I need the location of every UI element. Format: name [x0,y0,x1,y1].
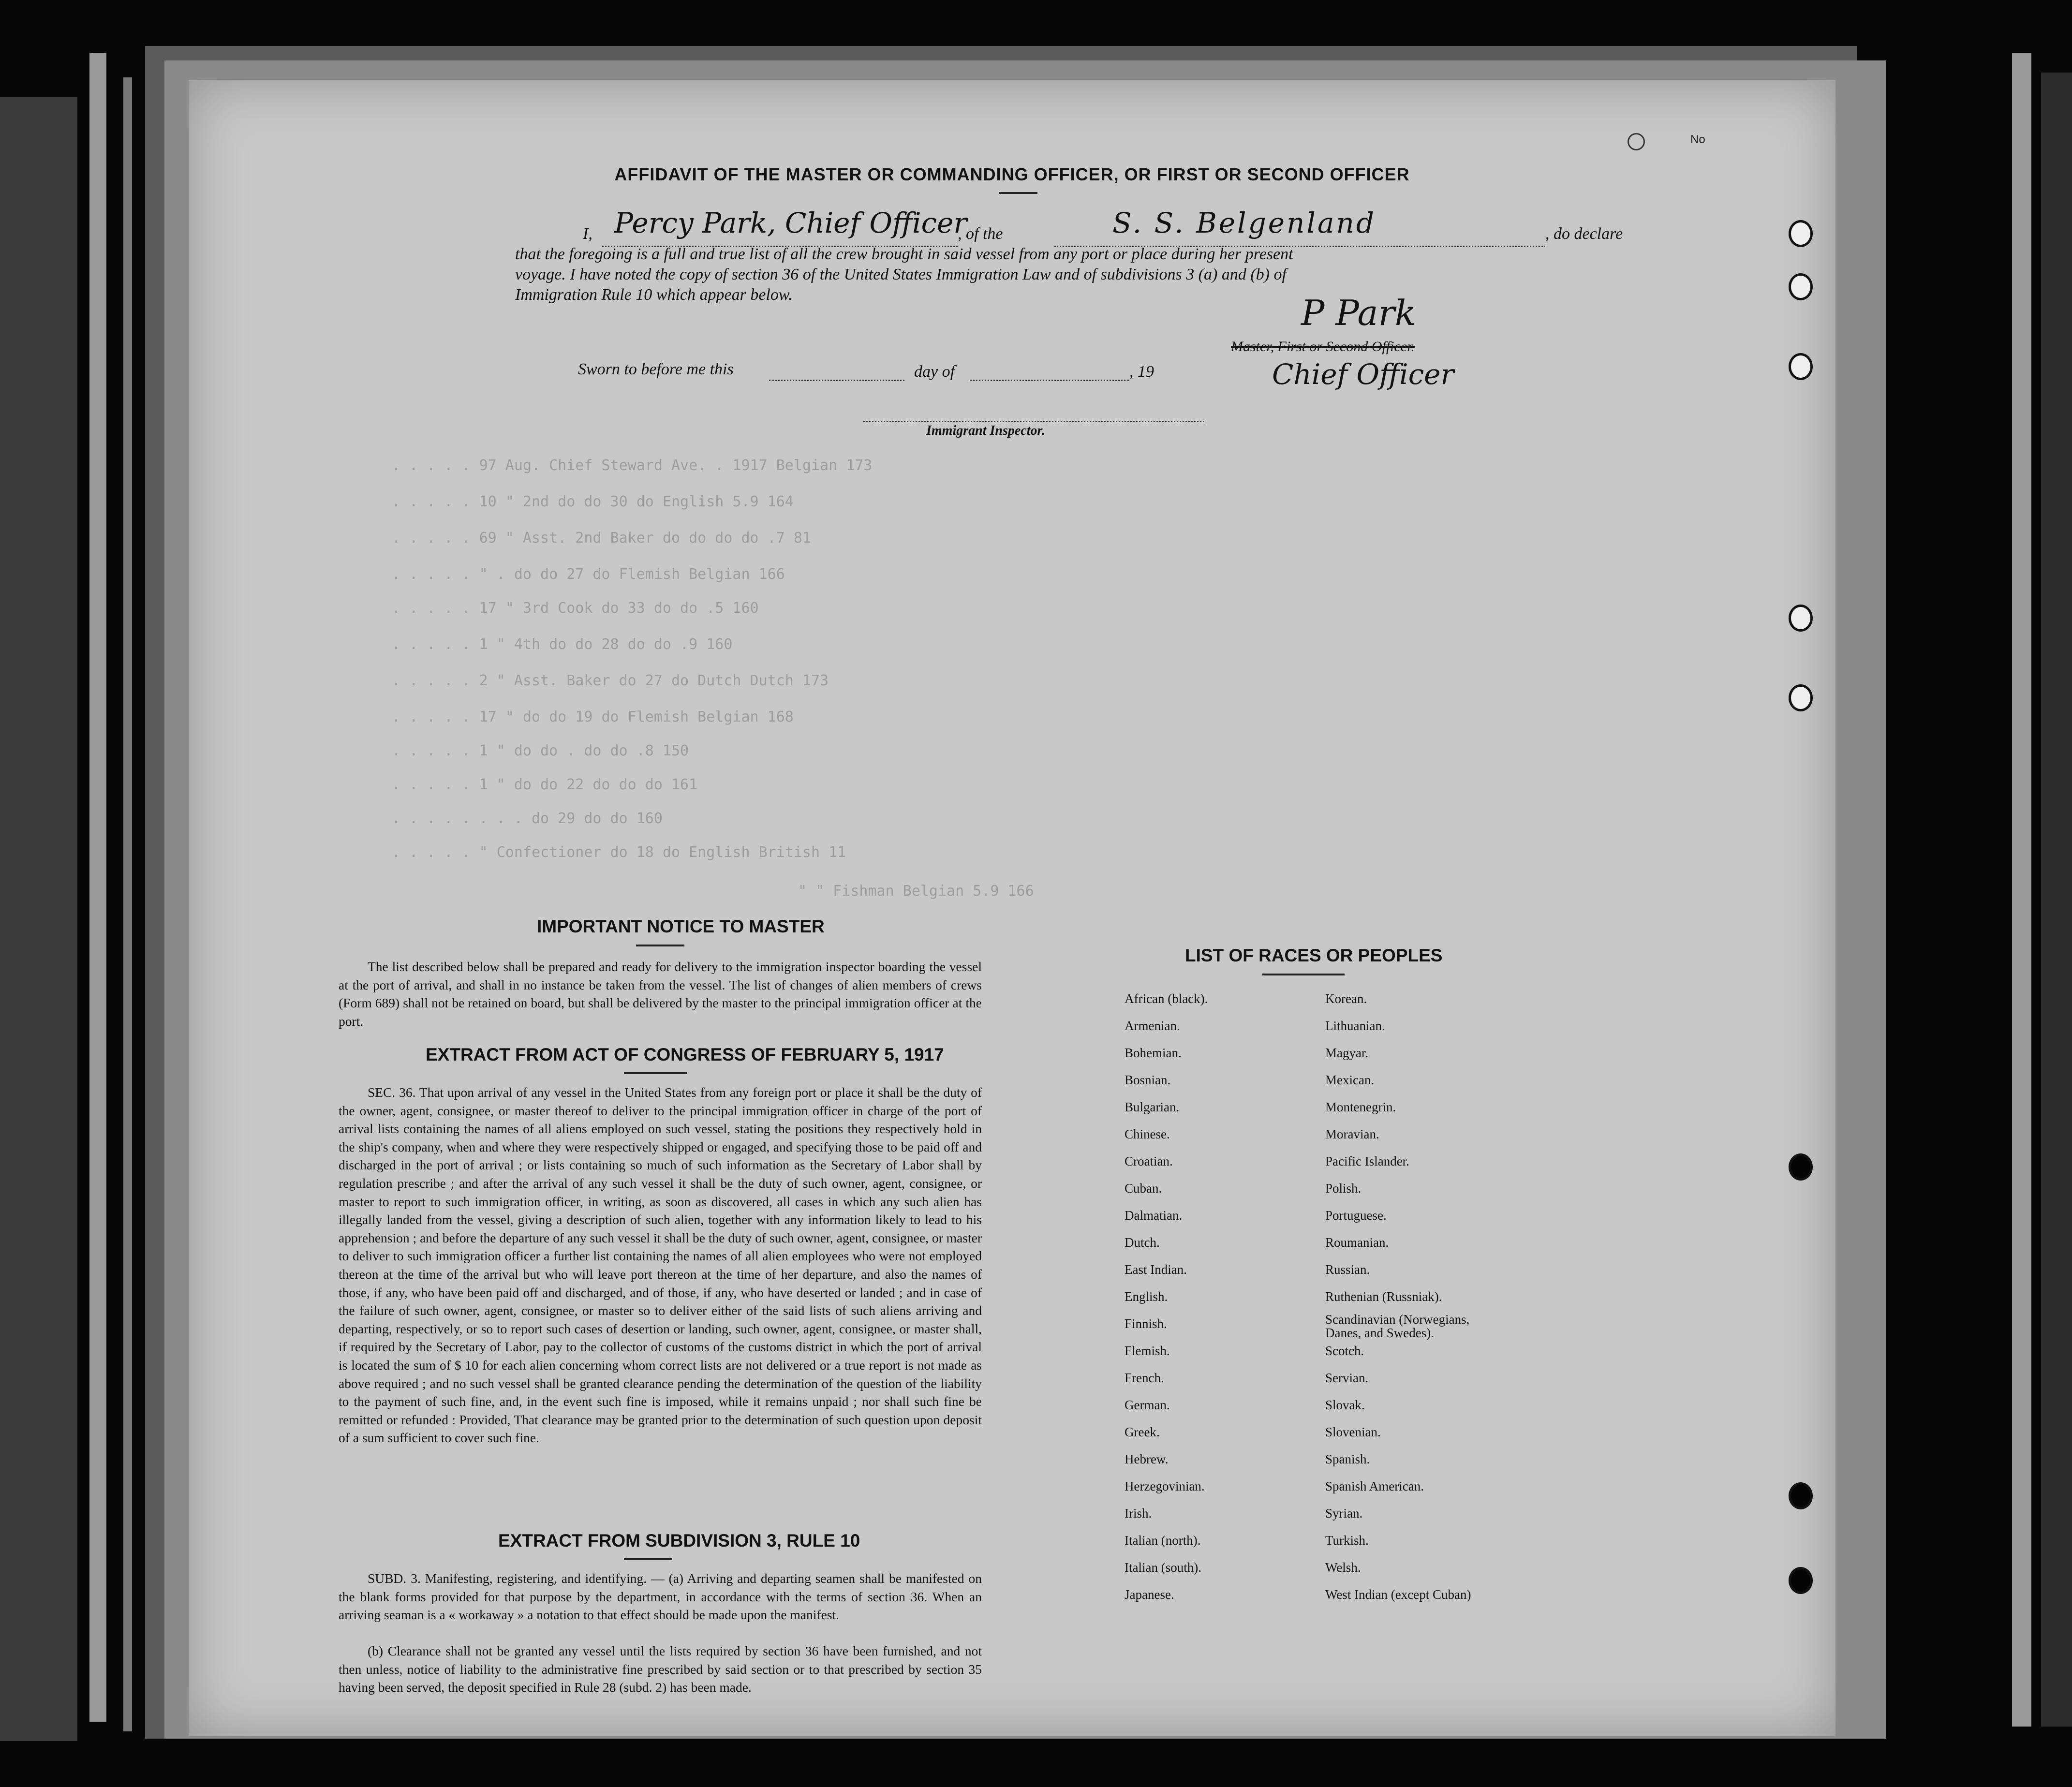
extract-act-underline [624,1072,687,1074]
race-item: Welsh. [1325,1560,1361,1575]
handwritten-ship: S. S. Belgenland [1112,207,1376,239]
races-title: LIST OF RACES OR PEOPLES [1185,945,1443,965]
race-item: Lithuanian. [1325,1019,1385,1033]
master-officer-label: Master, First or Second Officer. [1231,339,1415,354]
punch-hole [1789,273,1813,300]
race-item: Slovak. [1325,1398,1365,1412]
title-underline [999,192,1037,194]
race-item: Pacific Islander. [1325,1154,1409,1168]
race-item: Bulgarian. [1125,1100,1180,1114]
immigrant-inspector-label: Immigrant Inspector. [926,423,1045,438]
race-item: Finnish. [1125,1316,1167,1331]
race-item: Chinese. [1125,1127,1170,1141]
race-item: Magyar. [1325,1046,1369,1060]
sworn-day-of: day of [914,363,955,381]
race-item: Flemish. [1125,1344,1170,1358]
race-item: Armenian. [1125,1019,1180,1033]
punch-hole [1789,605,1813,632]
race-item: Irish. [1125,1506,1152,1521]
race-item: Moravian. [1325,1127,1379,1141]
sworn-year: , 19 [1129,363,1154,381]
race-item: Mexican. [1325,1073,1375,1087]
race-item: West Indian (except Cuban) [1325,1587,1471,1602]
race-item: Bosnian. [1125,1073,1171,1087]
race-item: East Indian. [1125,1262,1187,1277]
handwritten-signature: P Park [1301,293,1416,333]
race-item: Italian (south). [1125,1560,1201,1575]
inspector-line [863,421,1204,422]
race-item: German. [1125,1398,1170,1412]
declaration-line-2: that the foregoing is a full and true list of all the crew brought in said vessel from any port or place during her present [515,245,1293,263]
race-item: English. [1125,1289,1168,1304]
handwritten-name: Percy Park, Chief Officer [614,207,967,239]
race-item: Croatian. [1125,1154,1173,1168]
right-adjacent-page [2041,73,2072,1727]
extract-act-title: EXTRACT FROM ACT OF CONGRESS OF FEBRUARY 5, 1917 [426,1045,944,1064]
handwritten-officer-title: Chief Officer [1272,358,1454,391]
race-item: Italian (north). [1125,1533,1201,1548]
race-item: Spanish. [1325,1452,1370,1466]
race-item: Syrian. [1325,1506,1363,1521]
punch-hole [1789,220,1813,247]
right-film-strip [2012,53,2031,1727]
declaration-do-declare: , do declare [1545,225,1623,243]
race-item: Spanish American. [1325,1479,1424,1493]
sworn-date-line [769,380,904,381]
race-item: Korean. [1325,991,1367,1006]
sworn-month-line [970,380,1129,381]
punch-hole [1789,1567,1813,1594]
race-item: French. [1125,1371,1164,1385]
race-item: Slovenian. [1325,1425,1381,1439]
notice-underline [636,945,684,946]
race-item: Russian. [1325,1262,1370,1277]
race-item: Cuban. [1125,1181,1162,1196]
corner-circle [1628,133,1645,150]
race-item: Montenegrin. [1325,1100,1396,1114]
left-adjacent-page [0,97,77,1741]
punch-hole [1789,684,1813,711]
extract-rule-title: EXTRACT FROM SUBDIVISION 3, RULE 10 [498,1531,860,1551]
extract-rule-underline [624,1558,672,1560]
declaration-of-the: , of the [958,225,1003,243]
race-item: Dutch. [1125,1235,1160,1250]
race-item: Ruthenian (Russniak). [1325,1289,1442,1304]
notice-text: The list described below shall be prepared and ready for delivery to the immigration inspector boarding the vessel at the port of arrival, and shall in no instance be taken from the vessel. The list of changes of alien members of crews (Form 689) shall not be retained on board, but shall be delivered by the master to the principal immigration officer at the port. [339,959,982,1029]
race-item: Portuguese. [1325,1208,1387,1223]
extract-rule-text-a: SUBD. 3. Manifesting, registering, and identifying. — (a) Arriving and departing seamen shall be manifested on the blank forms provided for that purpose by the department, in accordance with the terms of section 36. When an arriving seaman is a « workaway » a notation to that effect should be made upon the manifest. [339,1571,982,1623]
manifest-page: . . . . . 97 Aug. Chief Steward Ave. . 1917 Belgian 173 . . . . . 10 " 2nd do do 30 do English 5.9 164 . . . . . 69 " Asst. 2nd Baker do do do do .7 81 . . . . . " . do do 27 do Flemish Belgian 166 . . . . . 17 " 3rd Cook do 33 do do .5 160 . . . . . 1 " 4th do do 28 do do .9 160 . . . . . 2 " Asst. Baker do 27 do Dutch Dutch 173 . . . . . 17 " do do 19 do Flemish Belgian 168 . . . . . 1 " do do . do do .8 150 . . . . . 1 " do do 22 do do do 161 . . . . . . . . do 29 do do 160 . . . . . " Confectioner do 18 do English British 11 " " Fishman Belgian 5.9 166 No AFFIDAVIT OF THE MASTER OR COMMANDING OFFICER, OR FIRST OR SECOND OFFICER I, Percy Park, Chief Officer , of the S. S. Belgenland , do declare that the foregoing is a full and true list of all the crew brought in said vessel from any port or place during her present voyage. I have noted the copy of section 36 of the United States Immigration Law and of subdivisions 3 (a) and (b) of Immigration Rule 10 which appear below. P Park Master, First or Second Officer. Chief Officer Sworn to before me this day of , 19 Immigrant Inspector. IMPORTANT NOTICE TO MASTER The list described below shall be prepared and ready for delivery to the immigration inspector boarding the vessel at the port of arrival, and shall in no instance be taken from the vessel. The list of changes of alien members of crews (Form 689) shall not be retained on board, but shall be delivered by the master to the principal immigration officer at the port. EXTRACT FROM ACT OF CONGRESS OF FEBRUARY 5, 1917 SEC. 36. That upon arrival of any vessel in the United States from any foreign port or place it shall be the duty of the owner, agent, consignee, or master thereof to deliver to the principal immigration officer in charge of the port of arrival lists containing the names of all aliens employed on such vessel, stating the positions they respectively hold in the ship's company, when and where they were respectively shipped or engaged, and specifying those to be paid off and discharged in the port of arrival ; or lists containing so much of such information as the Secretary of Labor shall by regulation prescribe ; and after the arrival of any such vessel it shall be the duty of such owner, agent, consignee, or master to report to such immigration officer, in writing, as soon as discovered, all cases in which any such alien has illegally landed from the vessel, giving a description of such alien, together with any information likely to lead to his apprehension ; and before the departure of any such vessel it shall be the duty of such owner, agent, consignee, or master to deliver to such immigration officer a further list containing the names of all alien employees who were not employed thereon at the time of the arrival but who will leave port thereon at the time of her departure, and also the names of those, if any, who have been paid off and discharged, and of those, if any, who have deserted or landed ; and in case of the failure of such owner, agent, consignee, or master so to deliver either of the said lists of such aliens arriving and departing, respectively, or so to report such cases of desertion or landing, such owner, agent, consignee, or master shall, if required by the Secretary of Labor, pay to the collector of customs of the customs district in which the port of arrival is located the sum of $ 10 for each alien concerning whom correct lists are not delivered or a true report is not made as above required ; and no such vessel shall be granted clearance pending the determination of the question of the liability to the payment of such fine, and, in the event such fine is imposed, while it remains unpaid ; nor shall such fine be remitted or refunded : Provided, That clearance may be granted prior to the determination of such question upon deposit of a sum sufficient to cover such fine. EXTRACT FROM SUBDIVISION 3, RULE 10 SUBD. 3. Manifesting, registering, and identifying. — (a) Arriving and departing seamen shall be manifested on the blank forms provided for that purpose by the department, in accordance with the terms of section 36. When an arriving seaman is a « workaway » a notation to that effect should be made upon the manifest. (b) Clearance shall not be granted any vessel until the lists required by section 36 have been furnished, and not then unless, notice of liability to the administrative fine prescribed by said section or to that prescribed by section 35 having been served, the deposit specified in Rule 28 (subd. 2) has been made. LIST OF RACES OR PEOPLES African (black). Armenian. Bohemian. Bosnian. Bulgarian. Chinese. Croatian. Cuban. Dalmatian. Dutch. East Indian. English. Finnish. Flemish. French. German. Greek. Hebrew. Herzegovinian. Irish. Italian (north). Italian (south). Japanese. Korean. Lithuanian. Magyar. Mexican. Montenegrin. Moravian. Pacific Islander. Polish. Portuguese. Roumanian. Russian. Ruthenian (Russniak). Scandinavian (Norwegians, Danes, and Swedes). Scotch. Servian. Slovak. Slovenian. Spanish. Spanish American. Syrian. Turkish. Welsh. West Indian (except Cuban) [189,80,1835,1736]
race-item: Greek. [1125,1425,1160,1439]
race-item: Hebrew. [1125,1452,1169,1466]
race-item: Japanese. [1125,1587,1174,1602]
race-item: Turkish. [1325,1533,1369,1548]
left-film-strip [89,53,106,1722]
punch-hole [1789,1153,1813,1181]
punch-hole [1789,353,1813,380]
race-item: Bohemian. [1125,1046,1182,1060]
sworn-label: Sworn to before me this [578,360,734,378]
affidavit-title: AFFIDAVIT OF THE MASTER OR COMMANDING OFFICER, OR FIRST OR SECOND OFFICER [614,164,1410,184]
race-item: Scotch. [1325,1344,1364,1358]
notice-title: IMPORTANT NOTICE TO MASTER [537,916,825,936]
declaration-i: I, [583,225,592,243]
number-label: No [1690,133,1705,146]
race-item: Scandinavian (Norwegians, Danes, and Swedes). [1325,1312,1470,1340]
race-item: Polish. [1325,1181,1362,1196]
races-underline [1262,974,1345,975]
declaration-line-3: voyage. I have noted the copy of section 36 of the United States Immigration Law and of subdivisions 3 (a) and (b) of [515,266,1287,283]
extract-rule-text-b: (b) Clearance shall not be granted any vessel until the lists required by section 36 have been furnished, and not then unless, notice of liability to the administrative fine prescribed by said section or to that prescribed by section 35 having been served, the deposit specified in Rule 28 (subd. 2) has been made. [339,1643,982,1695]
race-item: Servian. [1325,1371,1369,1385]
race-item: African (black). [1125,991,1208,1006]
left-page-edge [123,77,132,1731]
race-item: Dalmatian. [1125,1208,1183,1223]
race-item: Herzegovinian. [1125,1479,1205,1493]
punch-hole [1789,1482,1813,1509]
race-item: Roumanian. [1325,1235,1389,1250]
extract-act-text: SEC. 36. That upon arrival of any vessel in the United States from any foreign port or place it shall be the duty of the owner, agent, consignee, or master thereof to deliver to the principal immigration officer in charge of the port of arrival lists containing the names of all aliens employed on such vessel, stating the positions they respectively hold in the ship's company, when and where they were respectively shipped or engaged, and specifying those to be paid off and discharged in the port of arrival ; or lists containing so much of such information as the Secretary of Labor shall by regulation prescribe ; and after the arrival of any such vessel it shall be the duty of such owner, agent, consignee, or master to report to such immigration officer, in writing, as soon as discovered, all cases in which any such alien has illegally landed from the vessel, giving a description of such alien, together with any information likely to lead to his apprehension ; and before the departure of any such vessel it shall be the duty of such owner, agent, consignee, or master to deliver to such immigration officer a further list containing the names of all alien employees who were not employed thereon at the time of the arrival but who will leave port thereon at the time of her departure, and also the names of those, if any, who have been paid off and discharged, and of those, if any, who have deserted or landed ; and in case of the failure of such owner, agent, consignee, or master so to deliver either of the said lists of such aliens arriving and departing, respectively, or so to report such cases of desertion or landing, such owner, agent, consignee, or master shall, if required by the Secretary of Labor, pay to the collector of customs of the customs district in which the port of arrival is located the sum of $ 10 for each alien concerning whom correct lists are not delivered or a true report is not made as above required ; and no such vessel shall be granted clearance pending the determination of the question of the liability to the payment of such fine, and, in the event such fine is imposed, while it remains unpaid ; nor shall such fine be remitted or refunded : Provided, That clearance may be granted prior to the determination of such question upon deposit of a sum sufficient to cover such fine. [339,1085,982,1446]
declaration-line-4: Immigration Rule 10 which appear below. [515,286,793,304]
